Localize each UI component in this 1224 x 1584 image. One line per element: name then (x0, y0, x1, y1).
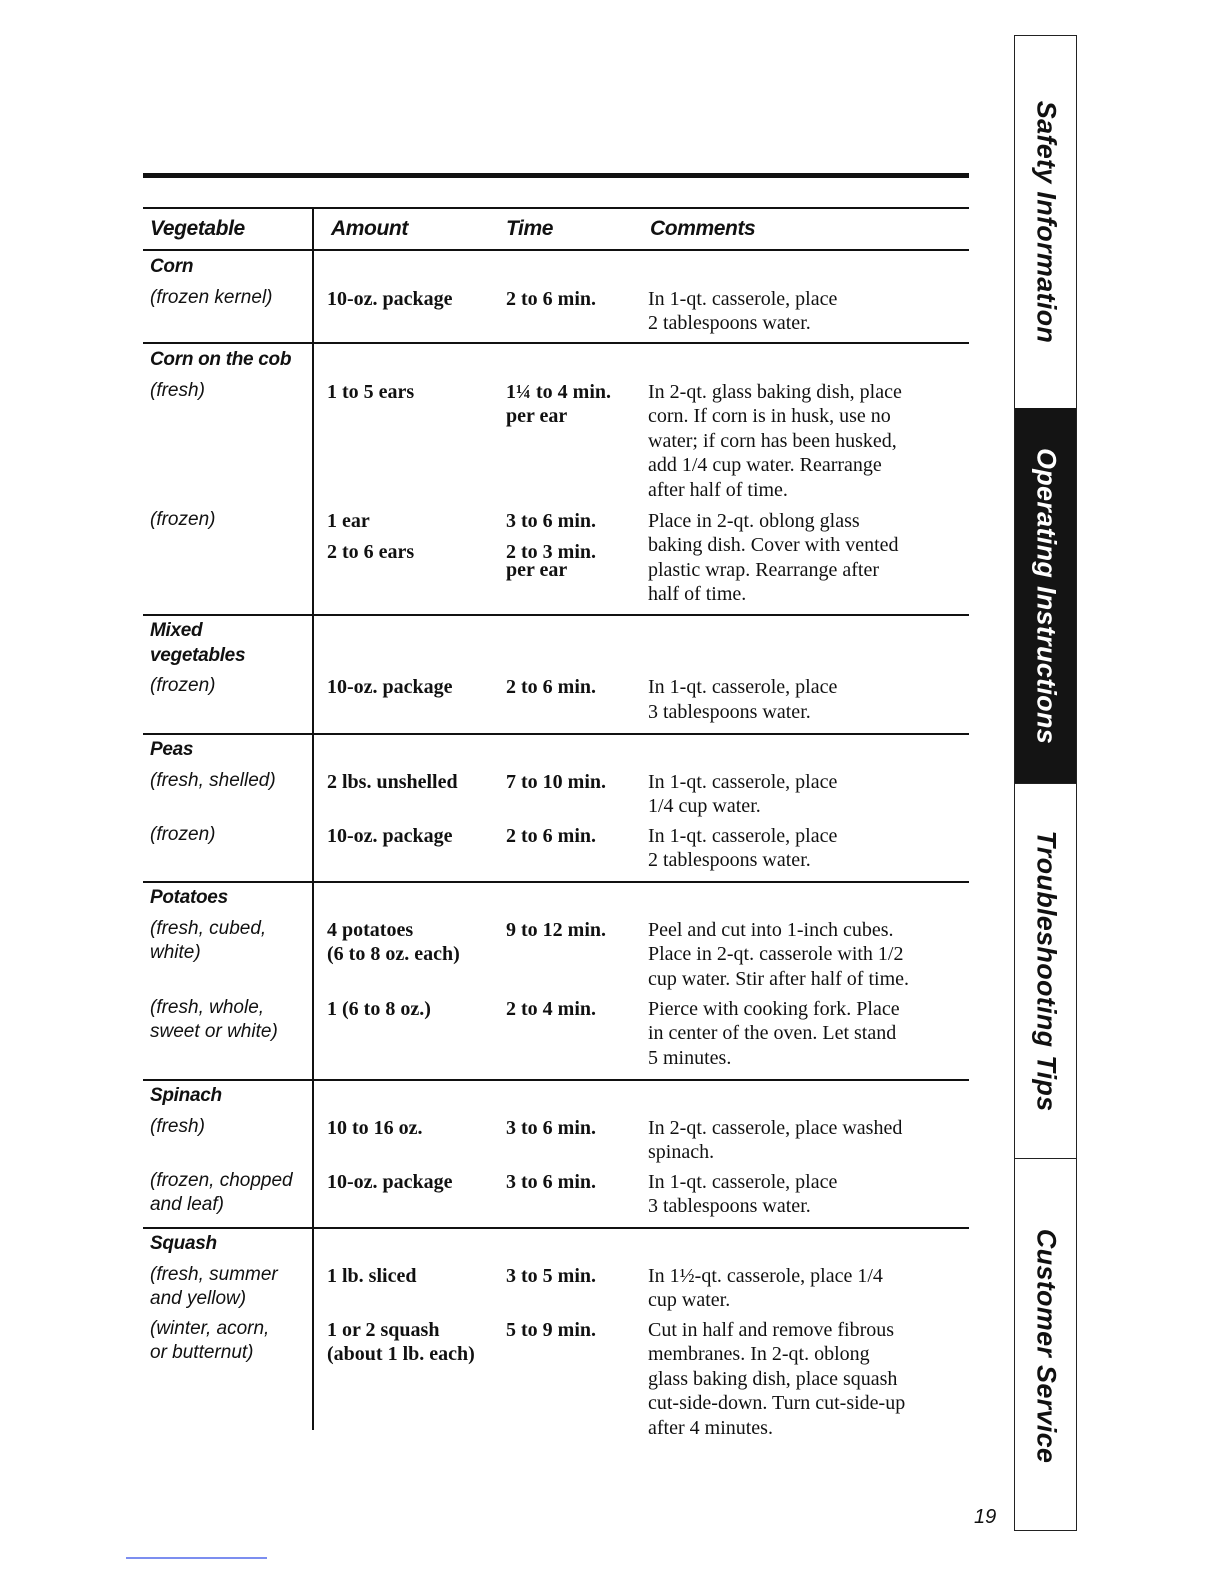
group-name: Potatoes (150, 887, 228, 908)
tab-label: Troubleshooting Tips (1031, 830, 1061, 1112)
time: 3 to 6 min. (506, 510, 596, 532)
comment-line: glass baking dish, place squash (648, 1368, 898, 1390)
amount: 10-oz. package (327, 825, 453, 847)
vegetable-variant: or butternut) (150, 1342, 254, 1363)
vegetable-variant: white) (150, 942, 201, 963)
amount: 1 or 2 squash (327, 1319, 440, 1341)
time: per ear (506, 559, 568, 581)
tab-label: Operating Instructions (1031, 447, 1061, 744)
table-header (143, 207, 969, 251)
time: 2 to 6 min. (506, 825, 596, 847)
vegetable-variant: (fresh, cubed, (150, 918, 267, 939)
amount: 10-oz. package (327, 676, 453, 698)
time: 2 to 6 min. (506, 676, 596, 698)
vegetable-variant: (fresh) (150, 380, 205, 401)
group-name: Mixed (150, 620, 203, 641)
header-comments: Comments (650, 217, 756, 240)
amount: 1 to 5 ears (327, 381, 415, 403)
header-time: Time (506, 217, 554, 240)
time: 1¼ to 4 min. (506, 381, 611, 403)
tab-operating-instructions[interactable] (1015, 408, 1076, 783)
amount: 1 lb. sliced (327, 1265, 417, 1287)
table-row-corn (143, 251, 969, 344)
table-row-mixed-vegetables (143, 616, 969, 735)
comment-line: add 1/4 cup water. Rearrange (648, 454, 882, 476)
vegetable-variant: (frozen) (150, 824, 216, 845)
header-vegetable: Vegetable (150, 217, 245, 240)
table-row-corn-on-the-cob (143, 344, 969, 616)
comment-line: after half of time. (648, 479, 788, 501)
vegetable-variant: sweet or white) (150, 1021, 278, 1042)
group-name: Corn on the cob (150, 349, 292, 370)
comment-line: 2 tablespoons water. (648, 849, 811, 871)
comment-line: Place in 2-qt. casserole with 1/2 (648, 943, 904, 965)
amount: (6 to 8 oz. each) (327, 943, 460, 965)
time: per ear (506, 405, 568, 427)
group-name: Spinach (150, 1085, 222, 1106)
amount: 4 potatoes (327, 919, 414, 941)
amount: 2 lbs. unshelled (327, 771, 458, 793)
comment-line: cup water. Stir after half of time. (648, 968, 910, 990)
vegetable-variant: (frozen, chopped (150, 1170, 293, 1191)
time: 2 to 3 min. (506, 541, 596, 563)
page-number: 19 (974, 1506, 997, 1528)
comment-line: Pierce with cooking fork. Place (648, 998, 900, 1020)
tab-customer-service[interactable] (1015, 1158, 1076, 1532)
vegetable-variant: (frozen) (150, 675, 216, 696)
amount: 10-oz. package (327, 1171, 453, 1193)
comment-line: cut-side-down. Turn cut-side-up (648, 1392, 906, 1414)
comment-line: In 1-qt. casserole, place (648, 771, 838, 793)
time: 2 to 4 min. (506, 998, 596, 1020)
amount: (about 1 lb. each) (327, 1343, 475, 1365)
time: 9 to 12 min. (506, 919, 606, 941)
amount: 2 to 6 ears (327, 541, 415, 563)
vegetable-variant: (fresh, shelled) (150, 770, 276, 791)
comment-line: after 4 minutes. (648, 1417, 773, 1439)
comment-line: 1/4 cup water. (648, 795, 761, 817)
vegetable-variant: (winter, acorn, (150, 1318, 270, 1339)
vegetable-variant: (fresh, whole, (150, 997, 265, 1018)
comment-line: In 1-qt. casserole, place (648, 676, 838, 698)
comment-line: Place in 2-qt. oblong glass (648, 510, 860, 532)
vegetable-variant: (fresh, summer (150, 1264, 278, 1285)
section-tabs (1014, 35, 1077, 1531)
comment-line: plastic wrap. Rearrange after (648, 559, 879, 581)
table-row-peas (143, 735, 969, 883)
time: 5 to 9 min. (506, 1319, 596, 1341)
comment-line: baking dish. Cover with vented (648, 534, 899, 556)
table-row-potatoes (143, 883, 969, 1081)
comment-line: Cut in half and remove fibrous (648, 1319, 895, 1341)
amount: 1 (6 to 8 oz.) (327, 998, 431, 1020)
time: 3 to 5 min. (506, 1265, 596, 1287)
table-row-squash (143, 1229, 969, 1444)
footer-link-underline[interactable] (126, 1557, 267, 1559)
comment-line: In 1-qt. casserole, place (648, 1171, 838, 1193)
comment-line: In 1-qt. casserole, place (648, 825, 838, 847)
comment-line: In 1-qt. casserole, place (648, 288, 838, 310)
tab-safety-information[interactable] (1015, 36, 1076, 408)
amount: 10 to 16 oz. (327, 1117, 423, 1139)
group-name: Peas (150, 739, 194, 760)
vegetable-variant: and yellow) (150, 1288, 247, 1309)
comment-line: Peel and cut into 1-inch cubes. (648, 919, 894, 941)
top-rule (143, 173, 969, 178)
tab-troubleshooting-tips[interactable] (1015, 783, 1076, 1158)
vegetable-variant: (frozen) (150, 509, 216, 530)
group-name: Corn (150, 256, 194, 277)
comment-line: cup water. (648, 1289, 731, 1311)
time: 7 to 10 min. (506, 771, 606, 793)
vegetable-variant: and leaf) (150, 1194, 224, 1215)
group-name: vegetables (150, 645, 246, 666)
time: 3 to 6 min. (506, 1171, 596, 1193)
comment-line: In 2-qt. glass baking dish, place (648, 381, 902, 403)
comment-line: 3 tablespoons water. (648, 701, 811, 723)
time: 3 to 6 min. (506, 1117, 596, 1139)
comment-line: in center of the oven. Let stand (648, 1022, 897, 1044)
group-name: Squash (150, 1233, 217, 1254)
comment-line: 2 tablespoons water. (648, 312, 811, 334)
comment-line: membranes. In 2-qt. oblong (648, 1343, 870, 1365)
time: 2 to 6 min. (506, 288, 596, 310)
comment-line: water; if corn has been husked, (648, 430, 897, 452)
tab-label: Safety Information (1031, 100, 1061, 344)
comment-line: 5 minutes. (648, 1047, 732, 1069)
comment-line: 3 tablespoons water. (648, 1195, 811, 1217)
comment-line: corn. If corn is in husk, use no (648, 405, 891, 427)
comment-line: In 1½-qt. casserole, place 1/4 (648, 1265, 883, 1287)
comment-line: spinach. (648, 1141, 715, 1163)
amount: 1 ear (327, 510, 370, 532)
comment-line: In 2-qt. casserole, place washed (648, 1117, 903, 1139)
header-amount: Amount (331, 217, 408, 240)
comment-line: half of time. (648, 583, 747, 605)
cooking-table (143, 207, 969, 1444)
tab-label: Customer Service (1031, 1228, 1061, 1463)
amount: 10-oz. package (327, 288, 453, 310)
vegetable-variant: (frozen kernel) (150, 287, 273, 308)
vegetable-variant: (fresh) (150, 1116, 205, 1137)
table-row-spinach (143, 1081, 969, 1229)
